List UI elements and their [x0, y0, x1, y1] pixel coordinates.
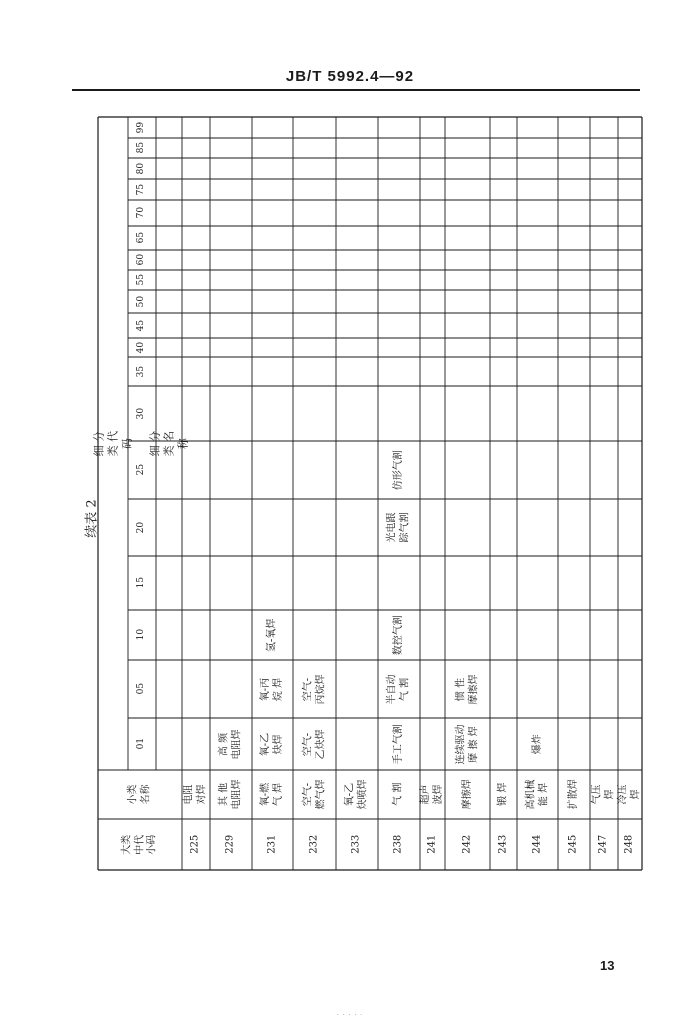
column-code-40-text: 40 — [136, 341, 147, 354]
row-name-243-text: 锻 焊 — [497, 782, 509, 807]
row-name-245-text: 扩散焊 — [567, 779, 579, 810]
row-name-233-text: 氧-乙 炔喷焊 — [344, 779, 368, 810]
column-code-45-text: 45 — [136, 319, 147, 332]
column-code-55 — [128, 270, 156, 290]
name-group-title — [148, 117, 189, 770]
column-code-20 — [128, 499, 156, 556]
row-name-231 — [252, 770, 293, 819]
cell-238-05 — [378, 660, 420, 718]
column-code-10 — [128, 610, 156, 660]
column-code-01-text: 01 — [136, 738, 147, 750]
cell-238-20-text: 光电跟 踪气割 — [386, 512, 410, 543]
column-code-15-text: 15 — [136, 577, 147, 589]
row-code-238 — [378, 819, 420, 870]
column-code-60 — [128, 250, 156, 270]
cell-231-01-text: 氧-乙 炔焊 — [259, 732, 284, 756]
name-header — [98, 770, 182, 819]
column-code-60-text: 60 — [136, 254, 147, 266]
code-group-title-text: 细 分 类 代 码 — [92, 430, 133, 457]
page-number: 13 — [600, 958, 615, 973]
row-code-241 — [420, 819, 445, 870]
column-code-20-text: 20 — [136, 521, 147, 534]
row-code-238-text: 238 — [392, 834, 404, 855]
row-name-248 — [618, 770, 642, 819]
row-code-233 — [336, 819, 378, 870]
cell-238-20 — [378, 499, 420, 556]
row-name-241-text: 超声波焊 — [420, 784, 444, 805]
row-code-232-text: 232 — [308, 834, 320, 855]
column-code-25 — [128, 441, 156, 499]
cell-232-05 — [293, 660, 336, 718]
row-name-242 — [445, 770, 490, 819]
row-code-245 — [558, 819, 590, 870]
column-code-75-text: 75 — [136, 183, 147, 196]
row-name-247 — [590, 770, 618, 819]
row-name-229 — [210, 770, 252, 819]
cell-242-05 — [445, 660, 490, 718]
row-code-248 — [618, 819, 642, 870]
column-code-35 — [128, 357, 156, 386]
column-code-05-text: 05 — [136, 683, 147, 695]
row-code-225 — [182, 819, 210, 870]
cell-238-01 — [378, 718, 420, 770]
column-code-80-text: 80 — [136, 162, 147, 175]
cell-238-10 — [378, 610, 420, 660]
column-code-50 — [128, 290, 156, 313]
cell-238-25-text: 仿形气割 — [392, 450, 404, 490]
row-code-241-text: 241 — [426, 834, 438, 855]
row-name-248-text: 冷压焊 — [617, 784, 641, 805]
cell-238-01-text: 手工气割 — [392, 724, 404, 764]
row-name-238 — [378, 770, 420, 819]
cell-229-01-text: 高 频 电阻焊 — [218, 729, 242, 759]
row-code-233-text: 233 — [350, 834, 362, 855]
table-caption-text: 续表 2 — [84, 498, 100, 538]
row-code-231 — [252, 819, 293, 870]
column-code-70 — [128, 200, 156, 226]
name-header-text: 小类 名称 — [127, 784, 151, 805]
cell-242-01-text: 连续驱动 摩 擦 焊 — [455, 724, 479, 764]
column-code-85 — [128, 138, 156, 158]
column-code-99-text: 99 — [136, 121, 147, 134]
column-code-45 — [128, 313, 156, 338]
cell-232-01 — [293, 718, 336, 770]
row-code-242-text: 242 — [461, 834, 473, 855]
row-code-231-text: 231 — [266, 834, 278, 855]
row-code-248-text: 248 — [623, 834, 635, 855]
column-code-85-text: 85 — [136, 142, 147, 154]
row-name-231-text: 氧-燃 气 焊 — [259, 782, 284, 807]
footer-mark: · · · · · — [336, 1012, 364, 1019]
column-code-15 — [128, 556, 156, 610]
row-name-241 — [420, 770, 445, 819]
cell-244-01-text: 爆炸 — [531, 734, 543, 754]
column-code-50-text: 50 — [136, 295, 147, 308]
row-name-232-text: 空气- 燃气焊 — [302, 779, 326, 810]
column-code-70-text: 70 — [136, 207, 147, 219]
row-name-232 — [293, 770, 336, 819]
row-code-244 — [517, 819, 558, 870]
column-code-80 — [128, 158, 156, 179]
row-code-245-text: 245 — [567, 834, 579, 855]
row-name-247-text: 气压焊 — [591, 784, 615, 805]
row-name-244-text: 高机械 能 焊 — [525, 779, 549, 810]
left-header — [98, 819, 182, 870]
column-code-65 — [128, 226, 156, 250]
column-code-55-text: 55 — [136, 274, 147, 286]
row-name-225 — [182, 770, 210, 819]
row-name-243 — [490, 770, 517, 819]
column-code-99 — [128, 117, 156, 138]
row-code-229-text: 229 — [224, 834, 236, 855]
cell-229-01 — [210, 718, 252, 770]
row-name-225-text: 电阻对焊 — [183, 784, 207, 805]
column-code-25-text: 25 — [136, 464, 147, 476]
row-code-243 — [490, 819, 517, 870]
row-code-247-text: 247 — [597, 834, 609, 855]
cell-231-05 — [252, 660, 293, 718]
row-code-225-text: 225 — [189, 834, 201, 855]
left-header-text: 大类 中代 小码 — [121, 834, 158, 855]
row-code-244-text: 244 — [531, 834, 543, 855]
row-code-243-text: 243 — [497, 834, 509, 855]
cell-242-01 — [445, 718, 490, 770]
cell-238-10-text: 数控气割 — [392, 615, 404, 655]
row-name-245 — [558, 770, 590, 819]
row-name-244 — [517, 770, 558, 819]
row-name-242-text: 摩擦焊 — [461, 779, 473, 810]
column-code-65-text: 65 — [136, 232, 147, 244]
column-code-01 — [128, 718, 156, 770]
cell-238-25 — [378, 441, 420, 499]
cell-244-01 — [517, 718, 558, 770]
row-name-238-text: 气 割 — [392, 782, 404, 807]
column-code-35-text: 35 — [136, 365, 147, 378]
row-code-247 — [590, 819, 618, 870]
cell-232-05-text: 空气- 丙烷焊 — [302, 674, 326, 704]
row-code-242 — [445, 819, 490, 870]
standard-code-header: JB/T 5992.4—92 — [285, 68, 415, 85]
cell-242-05-text: 惯 性 摩擦焊 — [455, 674, 479, 704]
cell-231-10 — [252, 610, 293, 660]
column-code-10-text: 10 — [136, 629, 147, 641]
cell-232-01-text: 空气- 乙炔焊 — [302, 729, 326, 759]
row-code-232 — [293, 819, 336, 870]
column-code-40 — [128, 338, 156, 357]
cell-231-10-text: 氢-氧焊 — [266, 618, 278, 652]
cell-238-05-text: 半自动 气 割 — [386, 674, 410, 704]
row-name-229-text: 其 他 电阻焊 — [218, 779, 242, 810]
cell-231-05-text: 氧-丙 烷 焊 — [259, 677, 284, 701]
row-code-229 — [210, 819, 252, 870]
column-code-05 — [128, 660, 156, 718]
row-name-233 — [336, 770, 378, 819]
column-code-30 — [128, 386, 156, 441]
column-code-75 — [128, 179, 156, 200]
name-group-title-text: 细 分 类 名 称 — [148, 430, 189, 457]
cell-231-01 — [252, 718, 293, 770]
column-code-30-text: 30 — [136, 407, 147, 420]
